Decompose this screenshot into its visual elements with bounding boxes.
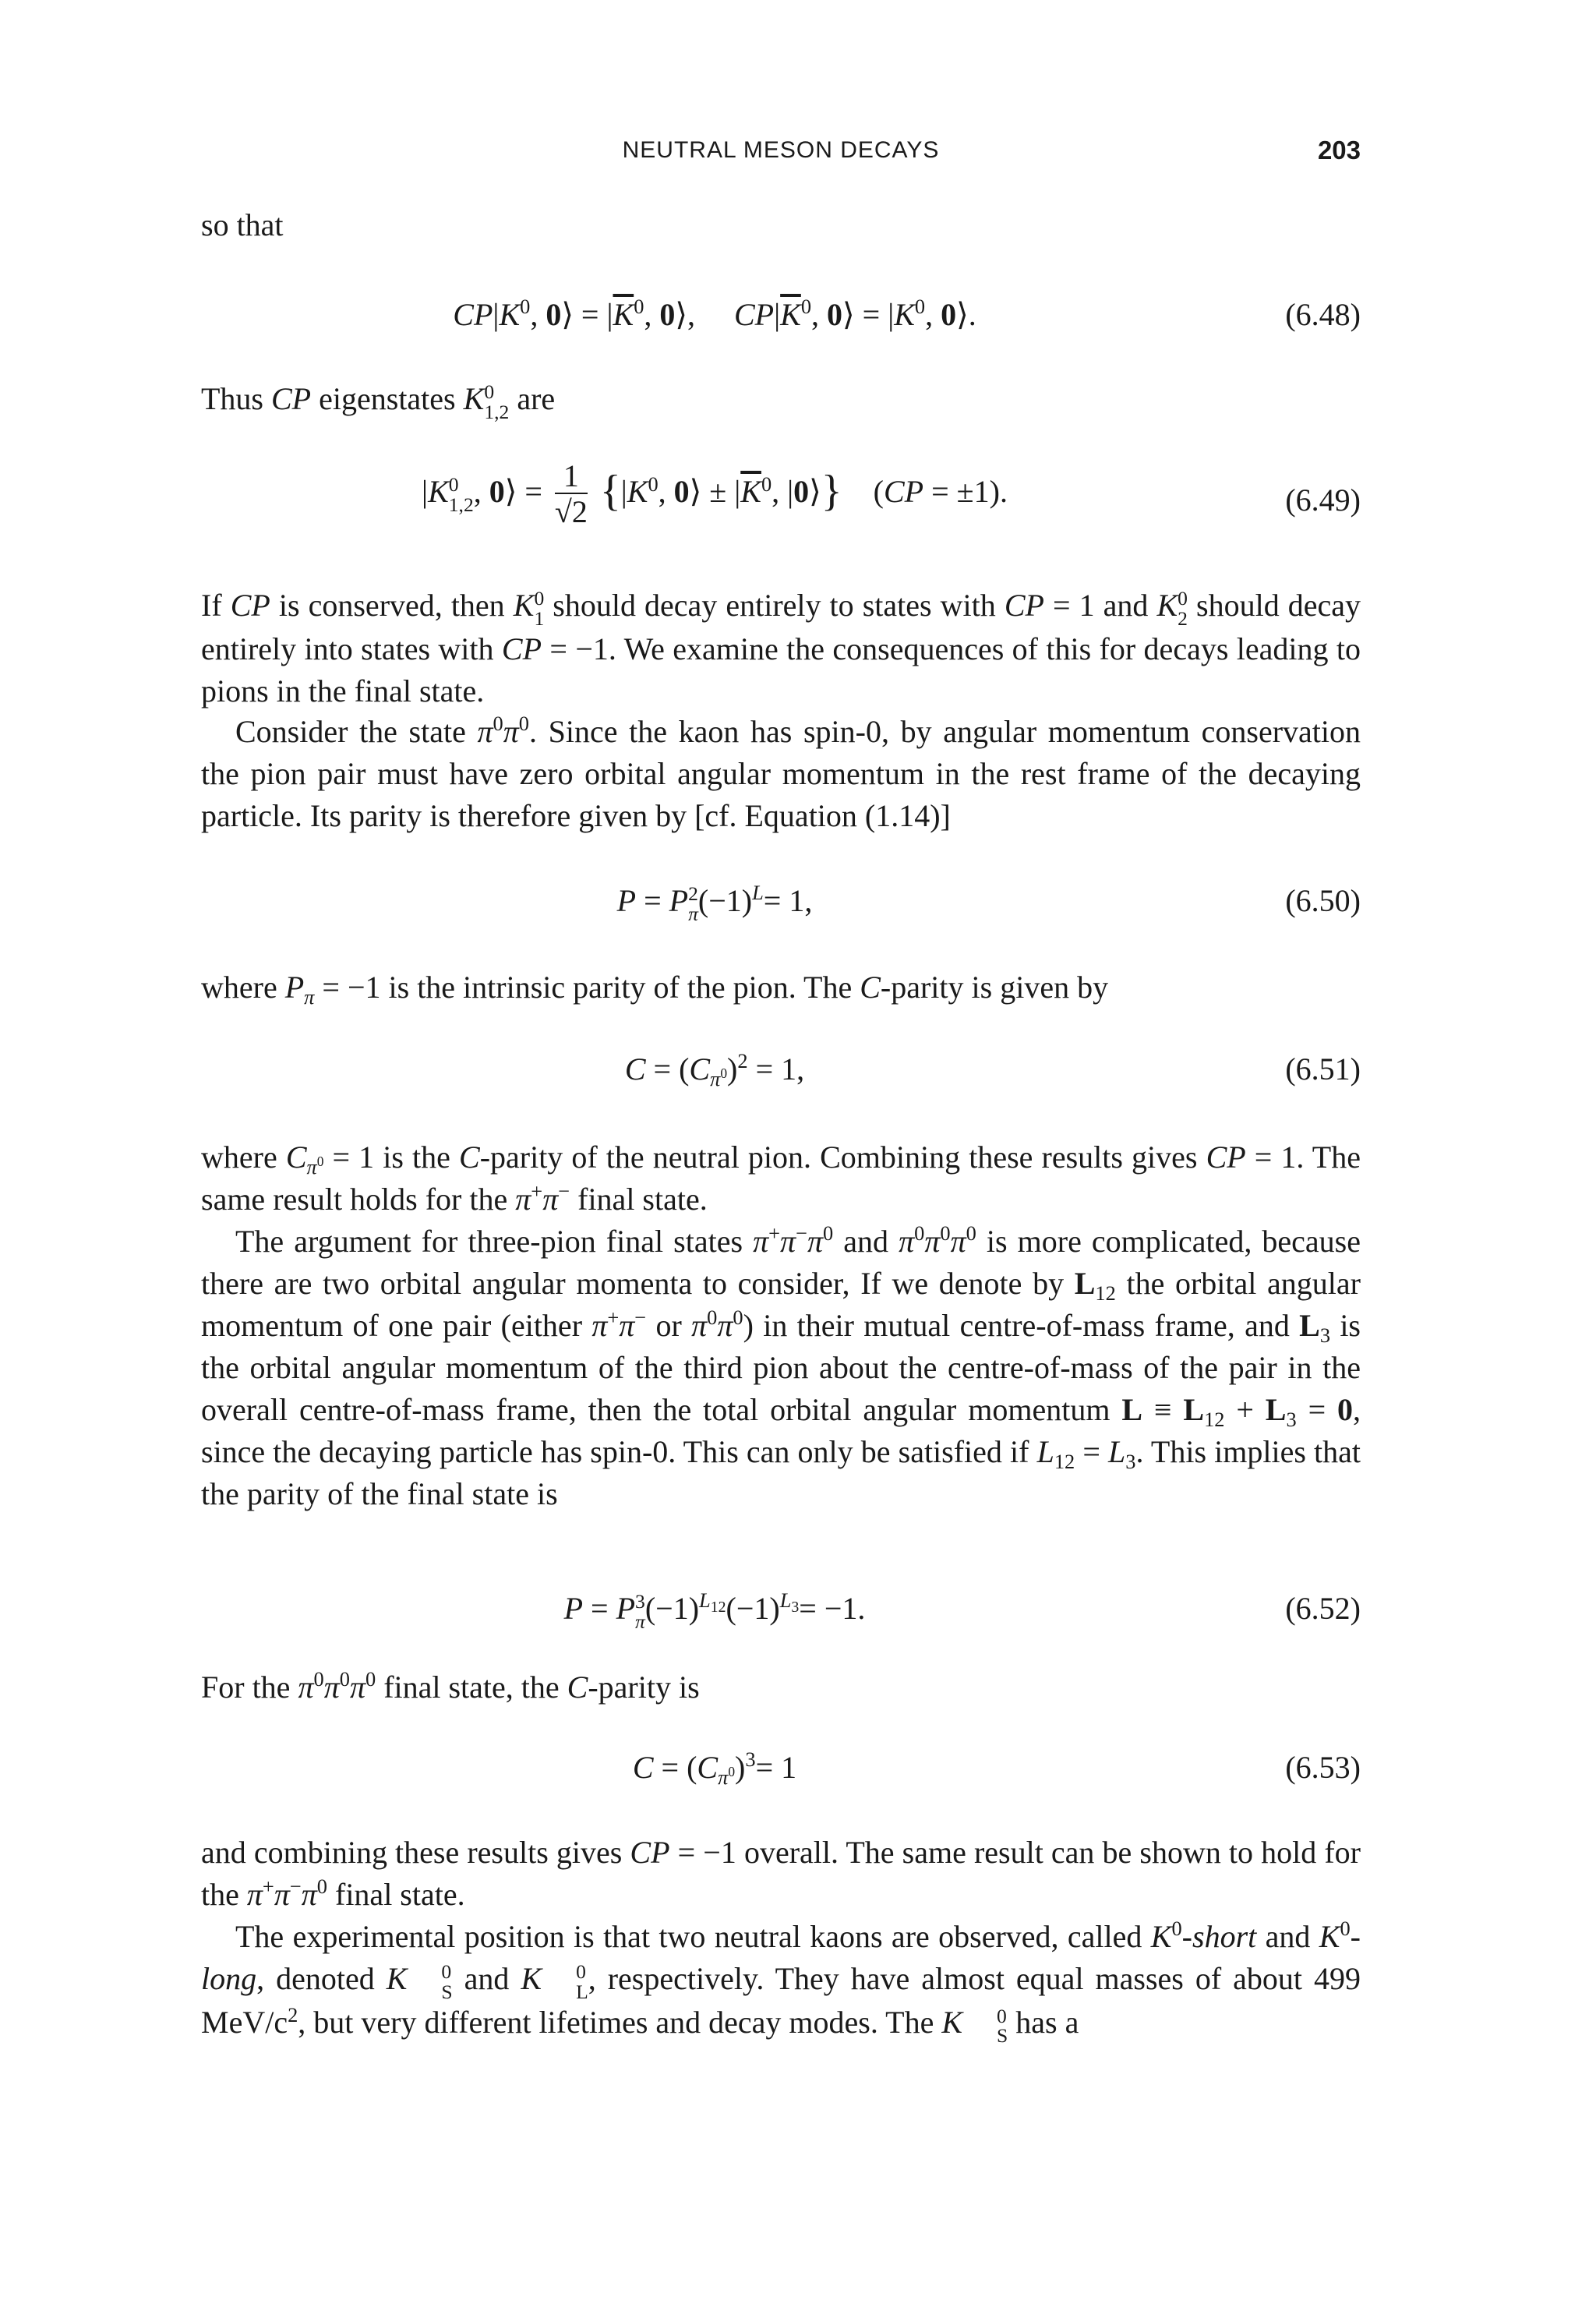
page-number: 203 bbox=[1317, 136, 1361, 164]
equation-6-50-body: P = P 2 π $(-1)^L= 1$, bbox=[616, 881, 813, 925]
running-header bbox=[201, 137, 1361, 176]
paragraph-intrinsic-parity: where $P_\pi = -1$ is the intrinsic parity of the pion. The C-parity is given by bbox=[201, 970, 1109, 1009]
equation-number: (6.51) bbox=[1285, 1051, 1361, 1087]
equation-6-51 bbox=[201, 1051, 1361, 1105]
equation-6-48 bbox=[201, 296, 1361, 351]
equation-6-51-body: $C = (C_{\pi^0})^2 = 1$, bbox=[624, 1049, 805, 1090]
running-title: NEUTRAL MESON DECAYS bbox=[622, 137, 940, 163]
equation-6-49-body: |K 0 1,2 , 0⟩ = $\frac{1}{√2}$ {$|K^0$, 0⟩ ± $|\overline{K}^0$, |0⟩} (CP = ±1). bbox=[422, 458, 1008, 529]
paragraph-three-pi0-cparity: For the $\pi^0\pi^0\pi^0$ final state, the C-parity is bbox=[201, 1667, 700, 1705]
paragraph-experimental-position: The experimental position is that two neutral kaons are observed, called $K^0$-short and $K^0$-long, denoted K 0 S and K 0 L , respectively. They have almost equal masses of about 499 MeV/$c^2$, but very different lifetimes and decay modes. The K 0 S has a bbox=[201, 1917, 1361, 2048]
paragraph-if-cp-conserved: If CP is conserved, then K 0 1 should decay entirely to states with CP = 1 and K 0 2 should decay entirely into states with CP = −1. We examine the consequences of this for decays leading to pions in the final state. bbox=[201, 587, 1361, 709]
equation-6-52-body: P = P 3 π $(-1)^{L_{12}}(-1)^{L_3}= -1$. bbox=[563, 1588, 866, 1633]
equation-number: (6.52) bbox=[1285, 1591, 1361, 1626]
equation-6-53-body: $C = (C_{\pi^0})^3= 1$ bbox=[632, 1747, 797, 1789]
paragraph-three-pion: The argument for three-pion final states $\pi^+\pi^-\pi^0$ and $\pi^0\pi^0\pi^0$ is more complicated, because there are two orbital angular momenta to consider, If we denote by $L_{12}$ the orbital angular momentum of one pair (either π+π− or $\pi^0\pi^0$) in their mutual centre-of-mass frame, and $L_3$ is the orbital angular momentum of the third pion about the centre-of-mass of the pair in the overall centre-of-mass frame, then the total orbital angular momentum $L \equiv L_{12} + L_3 = 0$, since the decaying particle has spin-0. This can only be satisfied if $L_{12} = L_3$. This implies that the parity of the final state is bbox=[201, 1221, 1361, 1511]
equation-6-48-body: $CP|K^0$, 0⟩ = $|\overline{K}^0$, 0⟩, $CP|\overline{K}^0$, 0⟩ = $|K^0$, 0⟩. bbox=[453, 295, 976, 332]
equation-6-53 bbox=[201, 1749, 1361, 1804]
equation-6-50 bbox=[201, 882, 1361, 937]
paragraph-neutral-pion-cparity: where $C_{\pi^0} = 1$ is the C-parity of the neutral pion. Combining these results gives CP = 1. The same result holds for the π+π− final state. bbox=[201, 1140, 1361, 1217]
equation-number: (6.48) bbox=[1285, 297, 1361, 332]
paragraph-so-that: so that bbox=[201, 207, 284, 242]
equation-6-49 bbox=[201, 460, 1361, 546]
equation-number: (6.50) bbox=[1285, 883, 1361, 918]
equation-number: (6.53) bbox=[1285, 1750, 1361, 1785]
paragraph-consider-state: Consider the state $\pi^0\pi^0$. Since the kaon has spin-0, by angular momentum conservation the pion pair must have zero orbital angular momentum in the rest frame of the decaying particle. Its parity is therefore given by [cf. Equation (1.14)] bbox=[201, 712, 1361, 833]
fraction-one-over-root-two: $\frac{1}{√2}$ bbox=[554, 458, 588, 529]
equation-number: (6.49) bbox=[1285, 482, 1361, 518]
paragraph-thus: Thus CP eigenstates K 0 1,2 are bbox=[201, 380, 556, 423]
equation-6-52 bbox=[201, 1590, 1361, 1645]
paragraph-cp-minus-one: and combining these results gives CP = −1 overall. The same result can be shown to hold for the $\pi^+\pi^-\pi^0$ final state. bbox=[201, 1835, 1361, 1912]
